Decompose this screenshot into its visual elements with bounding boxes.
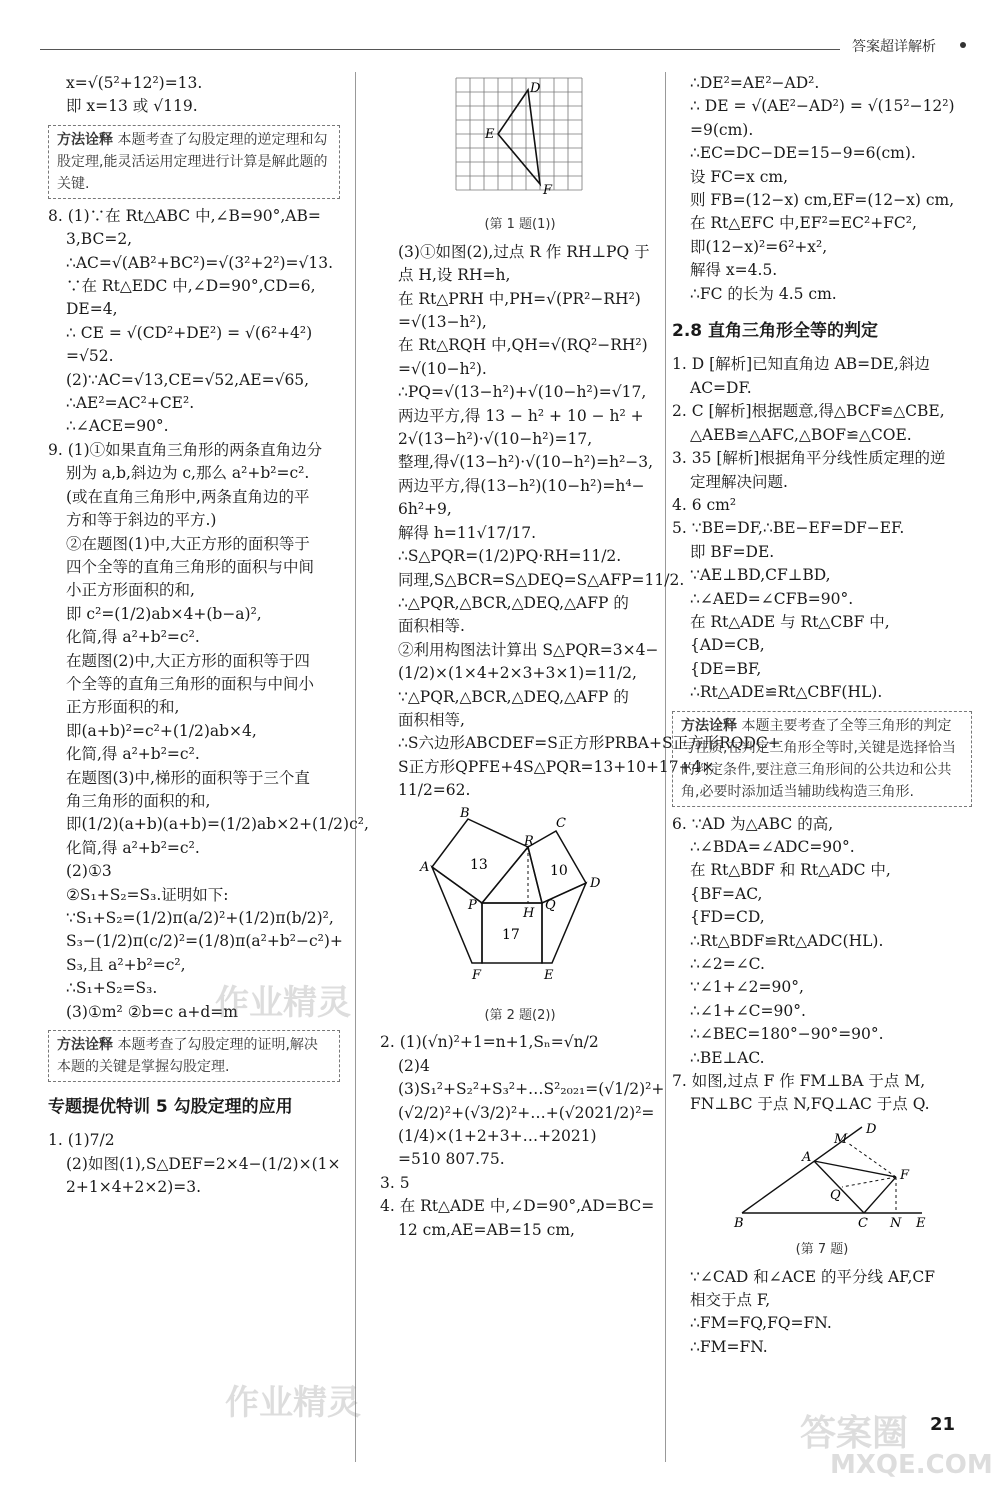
text-line: 2. C [解析]根据题意,得△BCF≌△CBE,	[672, 402, 945, 421]
text-line: =√52.	[66, 347, 114, 366]
text-line: ∴ DE = √(AE²−AD²) = √(15²−12²)	[690, 97, 955, 116]
text-line: 两边平方,得(13−h²)(10−h²)=h⁴−	[398, 476, 645, 495]
text-line: 12 cm,AE=AB=15 cm,	[398, 1220, 575, 1239]
text-line: ∵∠CAD 和∠ACE 的平分线 AF,CF	[690, 1267, 936, 1286]
text-line: 小正方形面积的和,	[66, 581, 195, 600]
text-line: ∵△PQR,△BCR,△DEQ,△AFP 的	[398, 687, 629, 706]
svg-text:H: H	[523, 905, 535, 921]
text-line: ∴∠2=∠C.	[690, 955, 765, 973]
text-line: (或在直角三角形中,两条直角边的平	[66, 487, 310, 506]
text-line: =510 807.75.	[398, 1150, 505, 1169]
svg-text:F: F	[900, 1167, 910, 1183]
text-line: 在 Rt△ADE 与 Rt△CBF 中,	[690, 612, 890, 631]
header-dot	[960, 42, 966, 48]
text-line: {DE=BF,	[690, 659, 762, 678]
text-line: △AEB≌△AFC,△BOF≌△COE.	[690, 425, 912, 444]
text-line: ∴AE²=AC²+CE².	[66, 394, 195, 413]
text-line: 1. D [解析]已知直角边 AB=DE,斜边	[672, 355, 930, 374]
text-line: FN⊥BC 于点 N,FQ⊥AC 于点 Q.	[690, 1095, 930, 1114]
figure-hexagon	[380, 807, 660, 1028]
text-line: {FD=CD,	[690, 908, 765, 927]
text-line: 9. (1)①如果直角三角形的两条直角边分	[48, 440, 323, 459]
fig1-label: F	[543, 183, 553, 198]
text-line: ∴AC=√(AB²+BC²)=√(3²+2²)=√13.	[66, 253, 334, 272]
triangle-figure	[672, 1121, 962, 1231]
text-line: ∴S△PQR=(1/2)PQ·RH=11/2.	[398, 547, 622, 566]
svg-text:D: D	[590, 875, 601, 891]
text-line: 1. (1)7/2	[48, 1131, 115, 1150]
text-line: 相交于点 F,	[690, 1291, 771, 1310]
text-line: 3. 35 [解析]根据角平分线性质定理的逆	[672, 449, 946, 468]
text-line: 点 H,设 RH=h,	[398, 266, 511, 285]
text-line: 2+1×4+2×2)=3.	[66, 1178, 202, 1197]
text-line: 同理,S△BCR=S△DEQ=S△AFP=11/2.	[398, 570, 685, 589]
text-line: S₃,且 a²+b²=c²,	[66, 955, 186, 974]
text-line: ∴△PQR,△BCR,△DEQ,△AFP 的	[398, 593, 629, 612]
text-line: S正方形QPFE+4S△PQR=13+10+17+4×	[398, 757, 715, 776]
svg-text:P: P	[468, 897, 477, 913]
text-line: 即 c²=(1/2)ab×4+(b−a)²,	[66, 604, 262, 623]
method-note	[672, 711, 972, 807]
text-line: 3,BC=2,	[66, 230, 133, 249]
text-line: (1/4)×(1+2+3+…+2021)	[398, 1127, 597, 1145]
text-line: 4. 6 cm²	[672, 495, 737, 514]
text-line: 则 FB=(12−x) cm,EF=(12−x) cm,	[690, 191, 955, 210]
text-line: 6. ∵AD 为△ABC 的高,	[672, 814, 834, 833]
text-line: 在 Rt△PRH 中,PH=√(PR²−RH²)	[398, 289, 641, 308]
text-line: ∴Rt△ADE≌Rt△CBF(HL).	[690, 683, 883, 702]
text-line: ∴∠1+∠C=90°.	[690, 1001, 806, 1020]
svg-text:M: M	[834, 1131, 848, 1147]
svg-text:F: F	[472, 967, 482, 983]
text-line: 化简,得 a²+b²=c².	[66, 745, 200, 764]
text-line: (2)①3	[66, 862, 112, 881]
text-line: =√(10−h²).	[398, 359, 487, 378]
text-line: ∴S六边形ABCDEF=S正方形PRBA+S正方形RQDC+	[398, 734, 781, 753]
text-line: ∴FC 的长为 4.5 cm.	[690, 284, 837, 303]
text-line: (1/2)×(1×4+2×3+3×1)=11/2,	[398, 664, 637, 683]
header-title: 答案超详解析	[852, 39, 936, 55]
hexagon-figure	[380, 807, 660, 997]
watermark: 答案圈	[800, 1413, 909, 1454]
text-line: 6h²+9,	[398, 500, 452, 519]
text-line: ②S₁+S₂=S₃.证明如下:	[66, 885, 229, 904]
text-line: 4. 在 Rt△ADE 中,∠D=90°,AD=BC=	[380, 1197, 655, 1216]
text-line: x=√(5²+12²)=13.	[66, 74, 203, 92]
text-line: ∴∠BDA=∠ADC=90°.	[690, 837, 855, 856]
text-line: 面积相等.	[398, 617, 465, 636]
text-line: 在题图(2)中,大正方形的面积等于四	[66, 651, 310, 670]
text-line: 角三角形的面积的和,	[66, 791, 211, 810]
watermark: 作业精灵	[225, 1383, 361, 1423]
text-line: 即 BF=DE.	[690, 542, 775, 561]
svg-text:C: C	[556, 815, 566, 831]
text-line: 8. (1)∵在 Rt△ABC 中,∠B=90°,AB=	[48, 206, 321, 225]
text-line: 7. 如图,过点 F 作 FM⊥BA 于点 M,	[672, 1072, 926, 1091]
figure-caption: (第 2 题(2))	[484, 1007, 556, 1023]
text-line: ∴∠BEC=180°−90°=90°.	[690, 1025, 884, 1044]
note-label: 方法诠释	[57, 1037, 113, 1054]
svg-text:A: A	[420, 859, 430, 875]
text-line: 别为 a,b,斜边为 c,那么 a²+b²=c².	[66, 464, 310, 483]
text-line: =√(13−h²),	[398, 313, 487, 332]
watermark: 作业精灵	[215, 983, 351, 1023]
text-line: =9(cm).	[690, 120, 754, 139]
text-line: 即(12−x)²=6²+x²,	[690, 237, 828, 256]
text-line: (2)如图(1),S△DEF=2×4−(1/2)×(1×	[66, 1154, 341, 1173]
text-line: 2√(13−h²)·√(10−h²)=17,	[398, 430, 593, 449]
text-line: ∵在 Rt△EDC 中,∠D=90°,CD=6,	[66, 277, 316, 296]
text-line: ②利用构图法计算出 S△PQR=3×4−	[398, 640, 659, 659]
text-line: ∴ CE = √(CD²+DE²) = √(6²+4²)	[66, 323, 313, 342]
text-line: ∴PQ=√(13−h²)+√(10−h²)=√17,	[398, 383, 647, 402]
text-line: 2. (1)(√n)²+1=n+1,Sₙ=√n/2	[380, 1033, 599, 1052]
svg-text:B: B	[460, 805, 470, 821]
figure-grid	[380, 76, 660, 237]
section-title: 专题提优特训 5 勾股定理的应用	[48, 1097, 293, 1118]
text-line: ∴EC=DC−DE=15−9=6(cm).	[690, 144, 916, 163]
text-line: {AD=CB,	[690, 636, 765, 655]
note-text: 本题考查了勾股定理的证明,解决本题的关键是掌握勾股定理.	[57, 1037, 318, 1076]
text-line: (√2/2)²+(√3/2)²+…+(√2021/2)²=	[398, 1103, 655, 1122]
text-line: (3)①如图(2),过点 R 作 RH⊥PQ 于	[398, 242, 650, 261]
grid-figure	[380, 76, 660, 206]
text-line: 面积相等,	[398, 710, 465, 729]
text-line: 11/2=62.	[398, 781, 471, 800]
watermark: MXQE.COM	[830, 1450, 993, 1480]
svg-text:B: B	[734, 1215, 744, 1231]
text-line: 设 FC=x cm,	[690, 167, 789, 186]
text-line: ∵∠1+∠2=90°,	[690, 978, 804, 997]
column-1	[48, 72, 369, 1200]
text-line: 四个全等的直角三角形的面积与中间	[66, 557, 315, 576]
text-line: 整理,得√(13−h²)·√(10−h²)=h²−3,	[398, 453, 654, 472]
text-line: ∵AE⊥BD,CF⊥BD,	[690, 566, 831, 585]
svg-text:10: 10	[550, 862, 568, 879]
page-number: 21	[930, 1414, 956, 1435]
text-line: ②在题图(1)中,大正方形的面积等于	[66, 534, 310, 553]
text-line: 个全等的直角三角形的面积与中间小	[66, 674, 315, 693]
method-note	[48, 1030, 340, 1082]
text-line: 定理解决问题.	[690, 472, 788, 491]
figure-caption: (第 1 题(1))	[484, 217, 556, 233]
column-separator	[355, 72, 356, 1462]
text-line: 在 Rt△EFC 中,EF²=EC²+FC²,	[690, 214, 917, 233]
column-3	[672, 72, 972, 1359]
text-line: 两边平方,得 13 − h² + 10 − h² +	[398, 406, 644, 425]
text-line: {BF=AC,	[690, 884, 763, 903]
method-note	[48, 125, 340, 199]
text-line: (2)4	[398, 1056, 430, 1075]
text-line: ∴DE²=AE²−AD².	[690, 74, 820, 92]
text-line: 在题图(3)中,梯形的面积等于三个直	[66, 768, 310, 787]
text-line: 3. 5	[380, 1173, 410, 1192]
text-line: 即 x=13 或 √119.	[66, 97, 198, 116]
figure-caption: (第 7 题)	[795, 1242, 849, 1258]
text-line: 即(a+b)²=c²+(1/2)ab×4,	[66, 721, 257, 740]
text-line: (3)①m² ②b=c a+d=m	[66, 1002, 238, 1021]
svg-text:Q: Q	[830, 1187, 841, 1203]
text-line: 化简,得 a²+b²=c².	[66, 838, 200, 857]
text-line: 解得 h=11√17/17.	[398, 523, 537, 542]
text-line: DE=4,	[66, 300, 118, 319]
text-line: 在 Rt△RQH 中,QH=√(RQ²−RH²)	[398, 336, 648, 355]
text-line: 方和等于斜边的平方.)	[66, 511, 217, 530]
svg-text:R: R	[524, 833, 534, 849]
text-line: ∴∠AED=∠CFB=90°.	[690, 589, 854, 608]
text-line: ∴Rt△BDF≌Rt△ADC(HL).	[690, 931, 884, 950]
text-line: ∴FM=FQ,FQ=FN.	[690, 1314, 832, 1333]
text-line: AC=DF.	[690, 378, 752, 397]
svg-text:N: N	[890, 1215, 902, 1231]
text-line: 化简,得 a²+b²=c².	[66, 628, 200, 647]
svg-text:C: C	[858, 1215, 868, 1231]
svg-text:D: D	[866, 1121, 877, 1137]
text-line: S₃−(1/2)π(c/2)²=(1/8)π(a²+b²−c²)+	[66, 932, 343, 951]
text-line: ∴BE⊥AC.	[690, 1048, 765, 1067]
text-line: ∴FM=FN.	[690, 1337, 768, 1356]
fig1-label: E	[485, 127, 495, 142]
note-text: 本题主要考查了全等三角形的判定与性质,在判定三角形全等时,关键是选择恰当的判定条件,要注意三角形间的公共边和公共角,必要时添加适当辅助线构造三角形.	[681, 717, 956, 800]
note-text: 本题考查了勾股定理的逆定理和勾股定理,能灵活运用定理进行计算是解此题的关键.	[57, 131, 328, 192]
svg-text:13: 13	[470, 856, 488, 873]
svg-text:A: A	[802, 1149, 812, 1165]
text-line: ∴S₁+S₂=S₃.	[66, 979, 158, 998]
text-line: ∵S₁+S₂=(1/2)π(a/2)²+(1/2)π(b/2)²,	[66, 909, 334, 927]
text-line: 即(1/2)(a+b)(a+b)=(1/2)ab×2+(1/2)c²,	[66, 815, 369, 834]
note-label: 方法诠释	[57, 131, 113, 148]
text-line: 正方形面积的和,	[66, 698, 180, 717]
note-label: 方法诠释	[681, 717, 737, 734]
svg-text:17: 17	[502, 926, 520, 943]
text-line: ∴∠ACE=90°.	[66, 417, 169, 436]
svg-text:Q: Q	[545, 897, 556, 913]
header-rule	[40, 49, 840, 50]
text-line: 5. ∵BE=DF,∴BE−EF=DF−EF.	[672, 519, 905, 538]
figure-triangle	[672, 1121, 972, 1262]
text-line: 解得 x=4.5.	[690, 261, 778, 280]
fig1-label: D	[530, 81, 541, 96]
svg-text:E: E	[916, 1215, 926, 1231]
section-title: 2.8 直角三角形全等的判定	[672, 321, 879, 342]
text-line: 在 Rt△BDF 和 Rt△ADC 中,	[690, 861, 891, 880]
svg-text:E: E	[544, 967, 554, 983]
text-line: (3)S₁²+S₂²+S₃²+…S²₂₀₂₁=(√1/2)²+	[398, 1080, 665, 1099]
text-line: (2)∵AC=√13,CE=√52,AE=√65,	[66, 370, 310, 389]
